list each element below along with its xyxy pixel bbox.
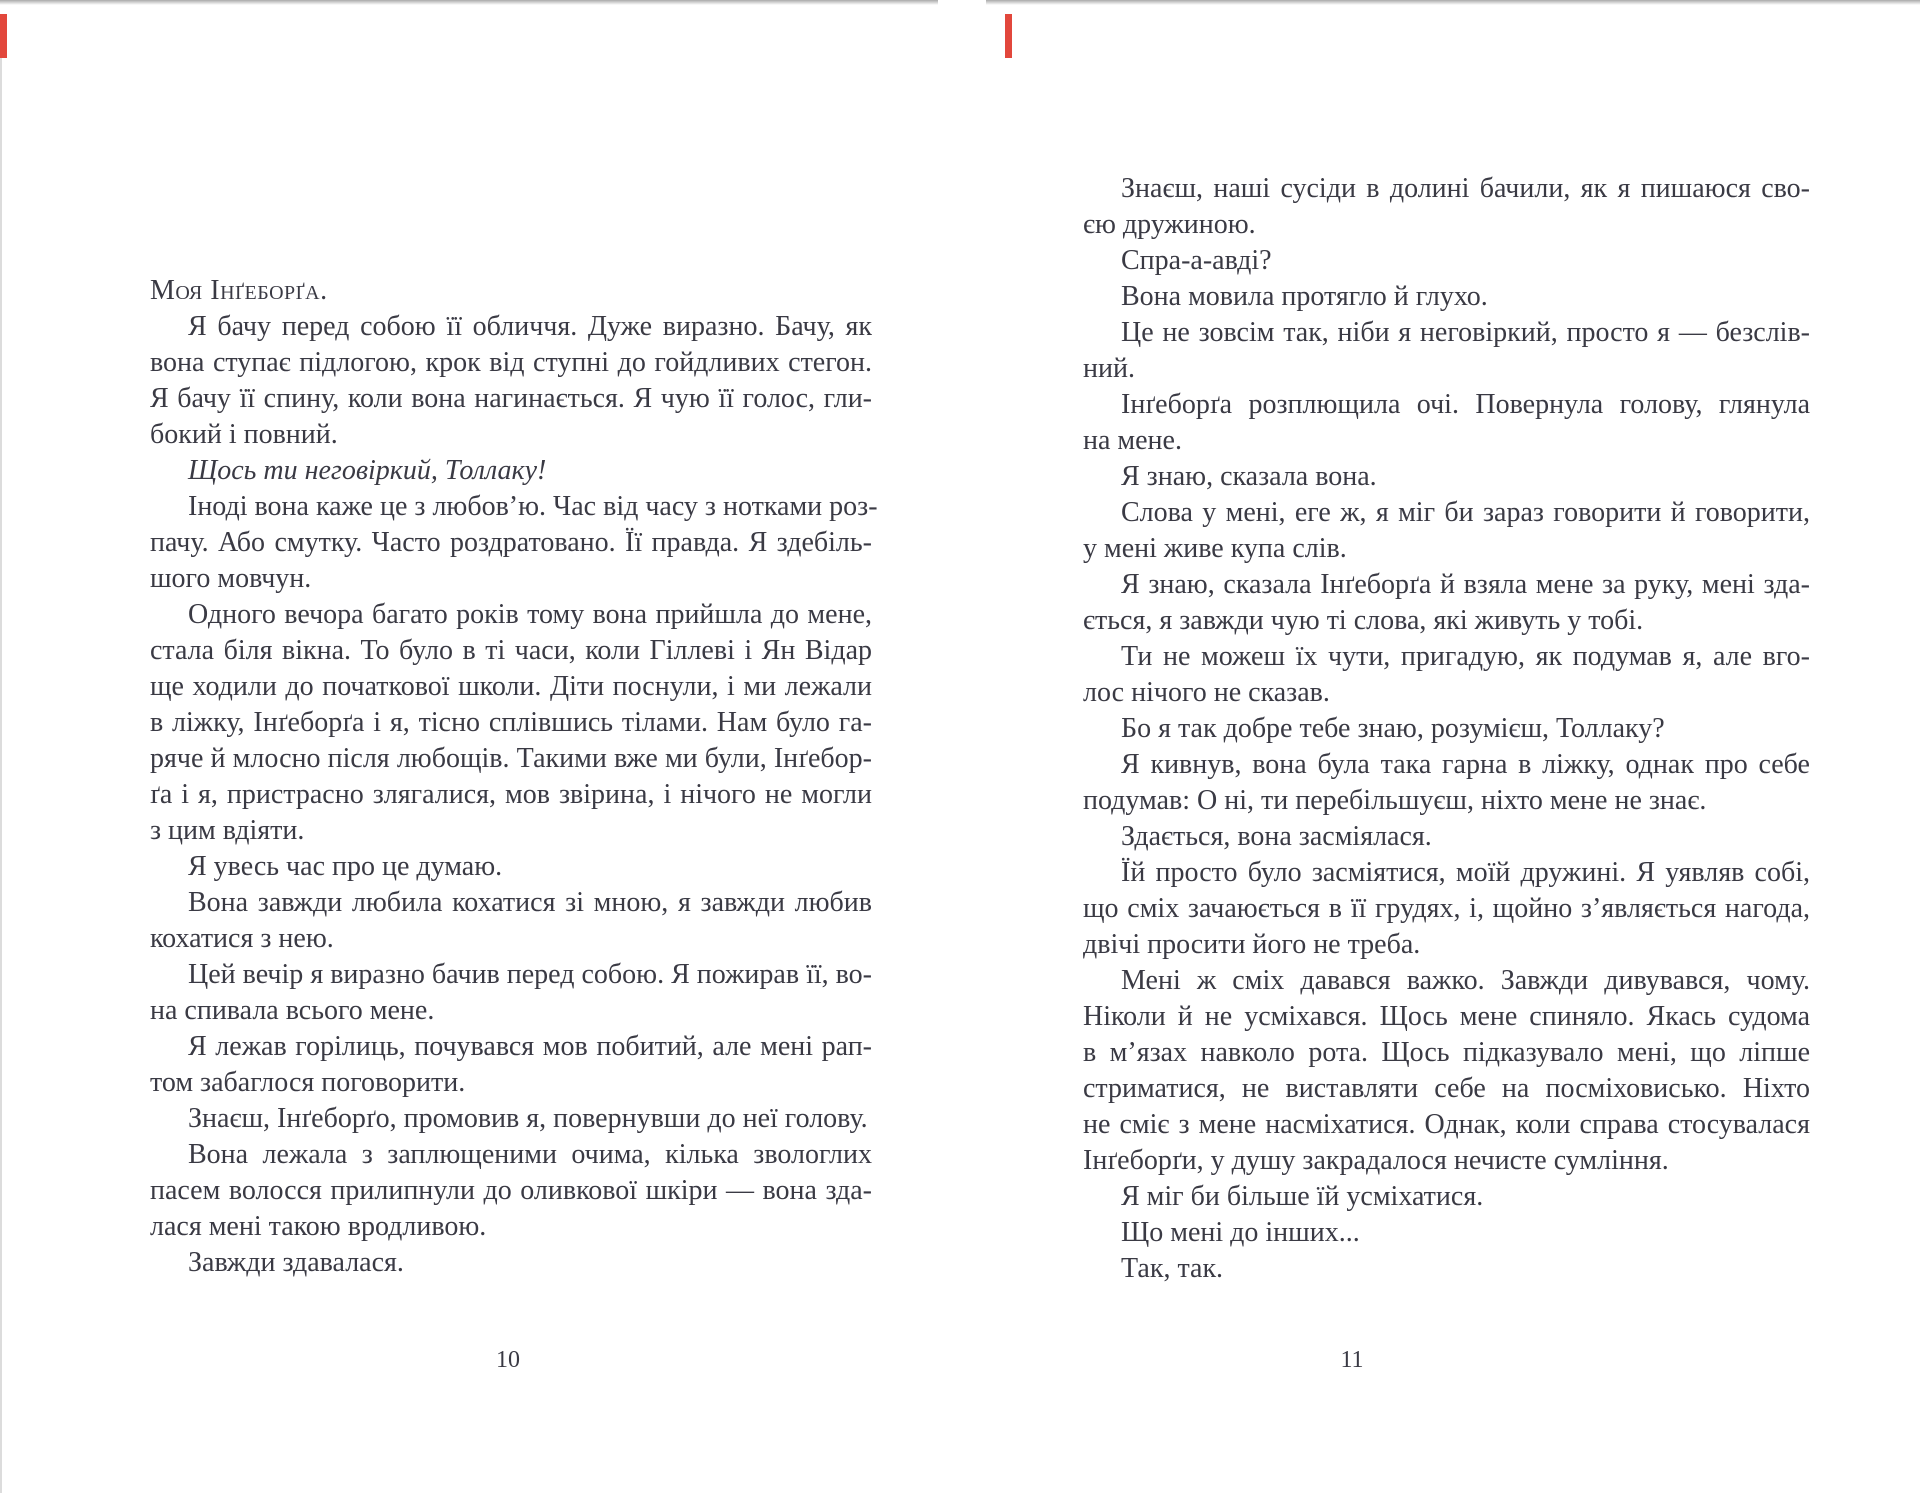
text-line: Вона мовила протягло й глухо. [1121,281,1488,312]
text-line: у мені живе купа слів. [1083,533,1347,564]
text-line: на мене. [1083,425,1182,456]
text-line: на спивала всього мене. [150,995,435,1026]
text-line: стриматися, не виставляти себе на посміховисько. Ніхто [1083,1073,1810,1104]
text-line: Здається, вона засміялася. [1121,821,1432,852]
text-line: Інґеборґи, у душу закрадалося нечисте сумління. [1083,1145,1669,1176]
text-line: лася мені такою вродливою. [150,1211,487,1242]
page-number-right: 11 [1340,1347,1364,1373]
text-line: Інґеборґа розплющила очі. Повернула голову, глянула [1121,389,1810,420]
chapter-heading: Моя Інґеборґа. [150,275,328,306]
text-line: Що мені до інших... [1121,1217,1360,1248]
text-line: бокий і повний. [150,419,338,450]
text-line: Я знаю, сказала Інґеборґа й взяла мене за руку, мені зда- [1121,569,1810,600]
page-number-left: 10 [496,1347,520,1373]
text-line: Я знаю, сказала вона. [1121,461,1377,492]
text-line: Слова у мені, еге ж, я міг би зараз говорити й говорити, [1121,497,1810,528]
text-line: Ти не можеш їх чути, пригадую, як подумав я, але вго- [1121,641,1810,672]
text-line: з цим вдіяти. [150,815,305,846]
text-line: Так, так. [1121,1253,1224,1284]
text-line: ще ходили до початкової школи. Діти поснули, і ми лежали [150,671,872,702]
text-line: Одного вечора багато років тому вона прийшла до мене, [188,599,872,630]
text-line: двічі просити його не треба. [1083,929,1421,960]
text-line: подумав: О ні, ти перебільшуєш, ніхто мене не знає. [1083,785,1707,816]
text-line: том забаглося поговорити. [150,1067,466,1098]
text-line: ється, я завжди чую ті слова, які живуть у тобі. [1083,605,1644,636]
text-line: Щось ти неговіркий, Толлаку! [188,455,547,486]
text-line: єю дружиною. [1083,209,1256,240]
text-line: Спра-а-авді? [1121,245,1272,276]
text-line: лос нічого не сказав. [1083,677,1330,708]
text-line: Я кивнув, вона була така гарна в ліжку, однак про себе [1121,749,1810,780]
book-page-left[interactable] [150,273,878,1281]
text-line: Я бачу її спину, коли вона нагинається. Я чую її голос, гли- [150,383,872,414]
text-line: Я лежав горілиць, почувався мов побитий, але мені рап- [188,1031,872,1062]
text-line: Це не зовсім так, ніби я неговіркий, просто я — безслів- [1121,317,1810,348]
text-line: Бо я так добре тебе знаю, розумієш, Толлаку? [1121,713,1665,744]
bookmark-red-mark-left[interactable] [0,14,7,58]
text-line: в ліжку, Інґеборґа і я, тісно сплівшись тілами. Нам було га- [150,707,872,738]
text-line: Я міг би більше їй усміхатися. [1121,1181,1484,1212]
text-line: кохатися з нею. [150,923,334,954]
text-line: ґа і я, пристрасно злягалися, мов звірина, і нічого не могли [150,779,872,810]
text-line: що сміх зачаюється в її грудях, і, щойно з’являється нагода, [1083,893,1810,924]
text-line: ний. [1083,353,1135,384]
text-line: Їй просто було засміятися, моїй дружині. Я уявляв собі, [1121,857,1810,888]
text-line: Вона лежала з заплющеними очима, кілька звологлих [188,1139,872,1170]
text-line: Знаєш, Інґеборґо, промовив я, повернувши до неї голову. [188,1103,868,1134]
text-line: Мені ж сміх давався важко. Завжди дивувався, чому. [1121,965,1810,996]
text-line: Знаєш, наші сусіди в долині бачили, як я пишаюся сво- [1121,173,1810,204]
text-line: вона ступає підлогою, крок від ступні до гойдливих стегон. [150,347,872,378]
text-line: шого мовчун. [150,563,312,594]
page-spine-gap [938,0,986,6]
text-line: Іноді вона каже це з любов’ю. Час від часу з нотками роз- [188,491,878,522]
text-line: не сміє з мене насміхатися. Однак, коли справа стосувалася [1083,1109,1810,1140]
text-line: пачу. Або смутку. Часто роздратовано. Її правда. Я здебіль- [150,527,872,558]
text-line: Завжди здавалася. [188,1247,404,1278]
text-line: пасем волосся прилипнули до оливкової шкіри — вона зда- [150,1175,872,1206]
text-line: в м’язах навколо рота. Щось підказувало мені, що ліпше [1083,1037,1810,1068]
text-line: Я увесь час про це думаю. [188,851,503,882]
text-line: стала біля вікна. То було в ті часи, коли Гіллеві і Ян Відар [150,635,872,666]
text-line: ряче й млосно після любощів. Такими вже ми були, Інґебор- [150,743,872,774]
book-page-right[interactable] [1083,171,1810,1287]
bookmark-red-mark-right[interactable] [1005,14,1012,58]
text-line: Вона завжди любила кохатися зі мною, я завжди любив [188,887,872,918]
text-line: Цей вечір я виразно бачив перед собою. Я пожирав її, во- [188,959,872,990]
page-left-edge [0,30,2,1493]
text-line: Я бачу перед собою її обличчя. Дуже виразно. Бачу, як [188,311,872,342]
text-line: Ніколи й не усміхався. Щось мене спиняло. Якась судома [1083,1001,1810,1032]
